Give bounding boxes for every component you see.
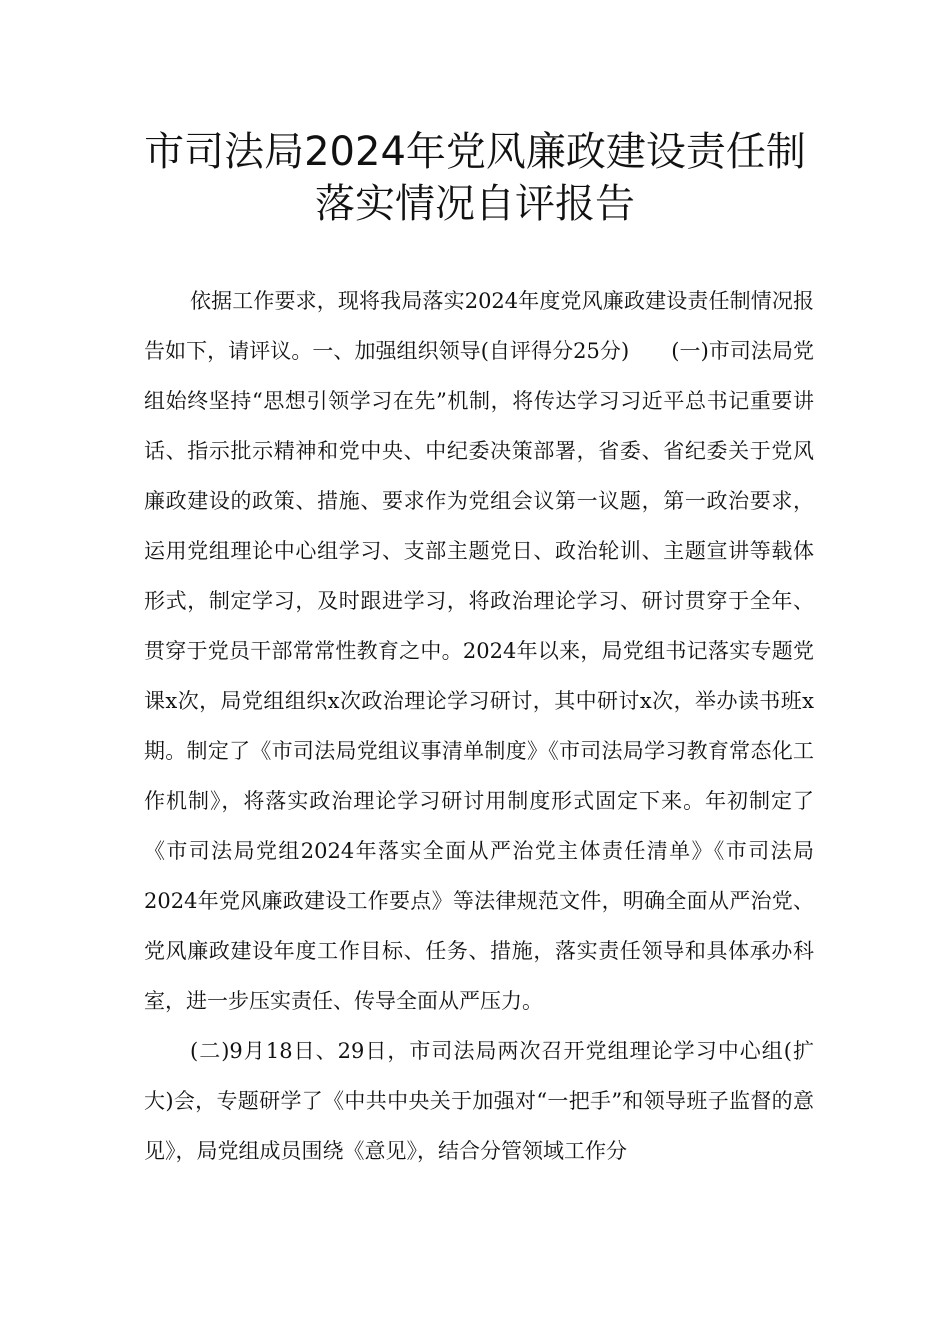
document-title-line-2: 落实情况自评报告	[315, 181, 635, 227]
body-paragraph-1: 依据工作要求，现将我局落实2024年度党风廉政建设责任制情况报告如下，请评议。一、加强组织领导(自评得分25分) (一)市司法局党组始终坚持“思想引领学习在先”机制，将传达学习习近平总书记重要讲话、指示批示精神和党中央、中纪委决策部署，省委、省纪委关于党风廉政建设的政策、措施、要求作为党组会议第一议题，第一政治要求，运用党组理论中心组学习、支部主题党日、政治轮训、主题宣讲等载体形式，制定学习，及时跟进学习，将政治理论学习、研讨贯穿于全年、贯穿于党员干部常常性教育之中。2024年以来，局党组书记落实专题党课x次，局党组组织x次政治理论学习研讨，其中研讨x次，举办读书班x期。制定了《市司法局党组议事清单制度》《市司法局学习教育常态化工作机制》，将落实政治理论学习研讨用制度形式固定下来。年初制定了《市司法局党组2024年落实全面从严治党主体责任清单》《市司法局2024年党风廉政建设工作要点》等法律规范文件，明确全面从严治党、党风廉政建设年度工作目标、任务、措施，落实责任领导和具体承办科室，进一步压实责任、传导全面从严压力。	[144, 289, 814, 1013]
document-title-line-1: 市司法局2024年党风廉政建设责任制	[144, 129, 806, 175]
body-paragraph-2: (二)9月18日、29日，市司法局两次召开党组理论学习中心组(扩大)会，专题研学了《中共中央关于加强对“一把手”和领导班子监督的意见》，局党组成员围绕《意见》，结合分管领域工作分	[144, 1039, 814, 1163]
